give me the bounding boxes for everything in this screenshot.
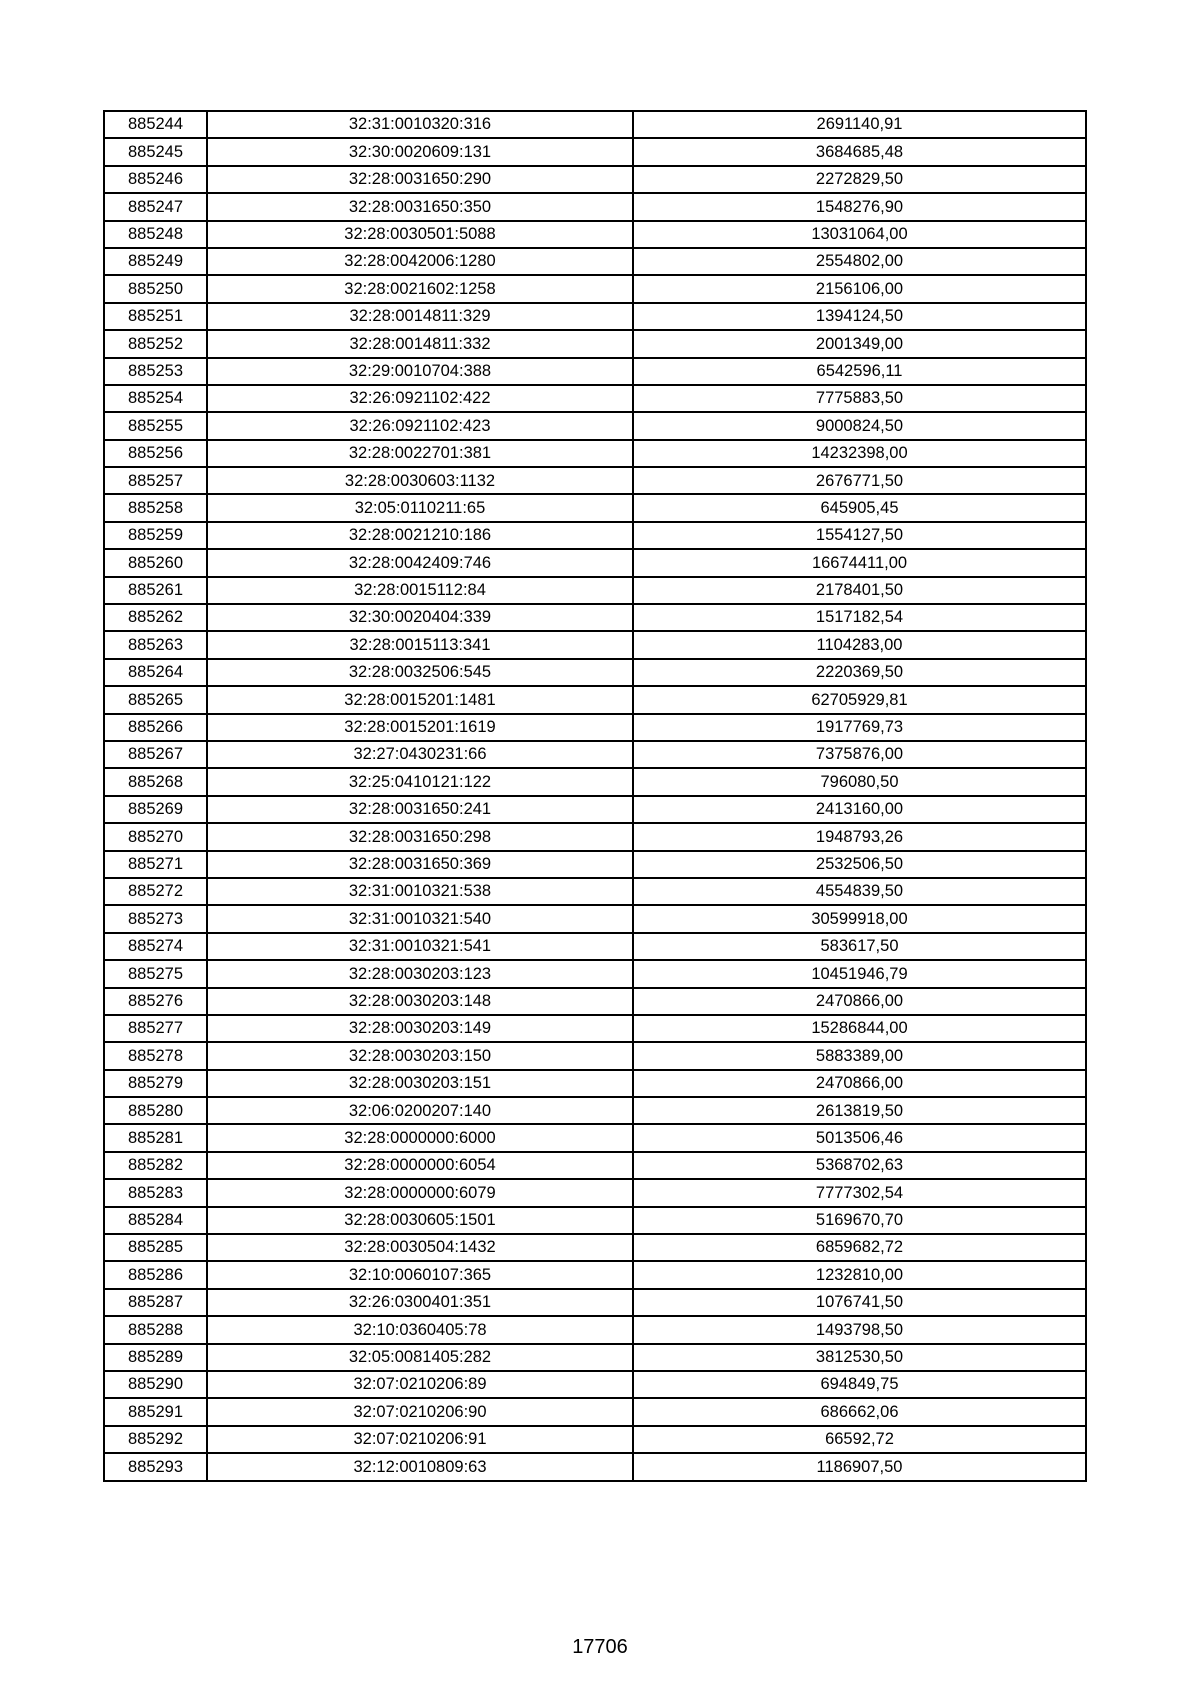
value-cell: 3684685,48 <box>633 138 1086 165</box>
cadastral-number-cell: 32:28:0030203:150 <box>207 1042 633 1069</box>
table-row <box>104 193 1086 220</box>
row-number-cell: 885290 <box>104 1371 207 1398</box>
value-cell: 6542596,11 <box>633 358 1086 385</box>
table-row <box>104 166 1086 193</box>
value-cell: 2001349,00 <box>633 330 1086 357</box>
value-cell: 2554802,00 <box>633 248 1086 275</box>
row-number-cell: 885288 <box>104 1316 207 1343</box>
value-cell: 5013506,46 <box>633 1124 1086 1151</box>
table-row <box>104 960 1086 987</box>
row-number-cell: 885257 <box>104 467 207 494</box>
row-number-cell: 885278 <box>104 1042 207 1069</box>
cadastral-number-cell: 32:07:0210206:91 <box>207 1426 633 1453</box>
cadastral-number-cell: 32:05:0110211:65 <box>207 494 633 521</box>
cadastral-number-cell: 32:31:0010320:316 <box>207 111 633 138</box>
table-row <box>104 1015 1086 1042</box>
value-cell: 6859682,72 <box>633 1234 1086 1261</box>
row-number-cell: 885280 <box>104 1097 207 1124</box>
value-cell: 2676771,50 <box>633 467 1086 494</box>
table-row <box>104 440 1086 467</box>
value-cell: 2691140,91 <box>633 111 1086 138</box>
row-number-cell: 885274 <box>104 933 207 960</box>
value-cell: 1493798,50 <box>633 1316 1086 1343</box>
table-row <box>104 1042 1086 1069</box>
table-row <box>104 522 1086 549</box>
cadastral-number-cell: 32:28:0030203:123 <box>207 960 633 987</box>
table-row <box>104 1097 1086 1124</box>
row-number-cell: 885287 <box>104 1289 207 1316</box>
cadastral-number-cell: 32:31:0010321:538 <box>207 878 633 905</box>
row-number-cell: 885284 <box>104 1207 207 1234</box>
cadastral-number-cell: 32:28:0031650:241 <box>207 796 633 823</box>
row-number-cell: 885262 <box>104 604 207 631</box>
row-number-cell: 885269 <box>104 796 207 823</box>
value-cell: 2272829,50 <box>633 166 1086 193</box>
value-cell: 62705929,81 <box>633 686 1086 713</box>
table-row <box>104 1152 1086 1179</box>
table-row <box>104 1070 1086 1097</box>
value-cell: 13031064,00 <box>633 221 1086 248</box>
cadastral-number-cell: 32:28:0015201:1481 <box>207 686 633 713</box>
cadastral-number-cell: 32:28:0042006:1280 <box>207 248 633 275</box>
cadastral-number-cell: 32:26:0921102:422 <box>207 385 633 412</box>
table-row <box>104 905 1086 932</box>
row-number-cell: 885250 <box>104 275 207 302</box>
value-cell: 3812530,50 <box>633 1344 1086 1371</box>
row-number-cell: 885259 <box>104 522 207 549</box>
value-cell: 1186907,50 <box>633 1453 1086 1480</box>
cadastral-number-cell: 32:27:0430231:66 <box>207 741 633 768</box>
table-row <box>104 988 1086 1015</box>
value-cell: 15286844,00 <box>633 1015 1086 1042</box>
row-number-cell: 885247 <box>104 193 207 220</box>
row-number-cell: 885252 <box>104 330 207 357</box>
table-row <box>104 1289 1086 1316</box>
row-number-cell: 885271 <box>104 851 207 878</box>
row-number-cell: 885272 <box>104 878 207 905</box>
row-number-cell: 885266 <box>104 714 207 741</box>
cadastral-number-cell: 32:26:0921102:423 <box>207 412 633 439</box>
cadastral-number-cell: 32:26:0300401:351 <box>207 1289 633 1316</box>
value-cell: 2178401,50 <box>633 577 1086 604</box>
row-number-cell: 885279 <box>104 1070 207 1097</box>
cadastral-number-cell: 32:28:0015112:84 <box>207 577 633 604</box>
cadastral-number-cell: 32:28:0030504:1432 <box>207 1234 633 1261</box>
table-row <box>104 1453 1086 1480</box>
table-row <box>104 1207 1086 1234</box>
page-number: 17706 <box>572 1636 628 1658</box>
value-cell: 686662,06 <box>633 1398 1086 1425</box>
value-cell: 1232810,00 <box>633 1261 1086 1288</box>
value-cell: 2470866,00 <box>633 1070 1086 1097</box>
value-cell: 5169670,70 <box>633 1207 1086 1234</box>
cadastral-number-cell: 32:28:0000000:6054 <box>207 1152 633 1179</box>
row-number-cell: 885248 <box>104 221 207 248</box>
row-number-cell: 885289 <box>104 1344 207 1371</box>
table-row <box>104 549 1086 576</box>
value-cell: 1948793,26 <box>633 823 1086 850</box>
table-row <box>104 494 1086 521</box>
table-row <box>104 358 1086 385</box>
table-row <box>104 1179 1086 1206</box>
value-cell: 9000824,50 <box>633 412 1086 439</box>
cadastral-number-cell: 32:28:0015201:1619 <box>207 714 633 741</box>
row-number-cell: 885268 <box>104 768 207 795</box>
table-row <box>104 577 1086 604</box>
row-number-cell: 885261 <box>104 577 207 604</box>
table-row <box>104 604 1086 631</box>
row-number-cell: 885246 <box>104 166 207 193</box>
table-row <box>104 1398 1086 1425</box>
cadastral-number-cell: 32:07:0210206:89 <box>207 1371 633 1398</box>
value-cell: 1917769,73 <box>633 714 1086 741</box>
row-number-cell: 885264 <box>104 659 207 686</box>
cadastral-number-cell: 32:28:0030203:148 <box>207 988 633 1015</box>
row-number-cell: 885276 <box>104 988 207 1015</box>
table-row <box>104 412 1086 439</box>
table-row <box>104 714 1086 741</box>
table-row <box>104 330 1086 357</box>
value-cell: 5368702,63 <box>633 1152 1086 1179</box>
cadastral-number-cell: 32:30:0020404:339 <box>207 604 633 631</box>
value-cell: 694849,75 <box>633 1371 1086 1398</box>
cadastral-number-cell: 32:29:0010704:388 <box>207 358 633 385</box>
cadastral-number-cell: 32:28:0021602:1258 <box>207 275 633 302</box>
value-cell: 1554127,50 <box>633 522 1086 549</box>
row-number-cell: 885282 <box>104 1152 207 1179</box>
table-row <box>104 1316 1086 1343</box>
cadastral-number-cell: 32:28:0030603:1132 <box>207 467 633 494</box>
cadastral-number-cell: 32:28:0031650:350 <box>207 193 633 220</box>
table-row <box>104 111 1086 138</box>
value-cell: 7775883,50 <box>633 385 1086 412</box>
table-row <box>104 631 1086 658</box>
row-number-cell: 885244 <box>104 111 207 138</box>
row-number-cell: 885281 <box>104 1124 207 1151</box>
table-body <box>104 111 1086 1481</box>
table-row <box>104 385 1086 412</box>
row-number-cell: 885245 <box>104 138 207 165</box>
table-row <box>104 221 1086 248</box>
value-cell: 14232398,00 <box>633 440 1086 467</box>
value-cell: 1517182,54 <box>633 604 1086 631</box>
value-cell: 2613819,50 <box>633 1097 1086 1124</box>
row-number-cell: 885249 <box>104 248 207 275</box>
cadastral-number-cell: 32:28:0014811:332 <box>207 330 633 357</box>
value-cell: 1548276,90 <box>633 193 1086 220</box>
row-number-cell: 885255 <box>104 412 207 439</box>
row-number-cell: 885265 <box>104 686 207 713</box>
table-row <box>104 933 1086 960</box>
row-number-cell: 885273 <box>104 905 207 932</box>
cadastral-number-cell: 32:28:0021210:186 <box>207 522 633 549</box>
value-cell: 2413160,00 <box>633 796 1086 823</box>
row-number-cell: 885285 <box>104 1234 207 1261</box>
table-row <box>104 138 1086 165</box>
value-cell: 66592,72 <box>633 1426 1086 1453</box>
cadastral-number-cell: 32:05:0081405:282 <box>207 1344 633 1371</box>
table-row <box>104 1234 1086 1261</box>
row-number-cell: 885291 <box>104 1398 207 1425</box>
cadastral-number-cell: 32:28:0000000:6079 <box>207 1179 633 1206</box>
cadastral-number-cell: 32:28:0030203:151 <box>207 1070 633 1097</box>
cadastral-number-cell: 32:28:0032506:545 <box>207 659 633 686</box>
row-number-cell: 885258 <box>104 494 207 521</box>
row-number-cell: 885286 <box>104 1261 207 1288</box>
cadastral-number-cell: 32:28:0022701:381 <box>207 440 633 467</box>
value-cell: 7777302,54 <box>633 1179 1086 1206</box>
table-row <box>104 768 1086 795</box>
row-number-cell: 885292 <box>104 1426 207 1453</box>
table-row <box>104 1426 1086 1453</box>
cadastral-number-cell: 32:28:0042409:746 <box>207 549 633 576</box>
value-cell: 2470866,00 <box>633 988 1086 1015</box>
cadastral-number-cell: 32:30:0020609:131 <box>207 138 633 165</box>
value-cell: 30599918,00 <box>633 905 1086 932</box>
row-number-cell: 885277 <box>104 1015 207 1042</box>
value-cell: 5883389,00 <box>633 1042 1086 1069</box>
data-table <box>103 110 1087 1482</box>
value-cell: 2220369,50 <box>633 659 1086 686</box>
row-number-cell: 885270 <box>104 823 207 850</box>
value-cell: 583617,50 <box>633 933 1086 960</box>
row-number-cell: 885275 <box>104 960 207 987</box>
value-cell: 796080,50 <box>633 768 1086 795</box>
value-cell: 10451946,79 <box>633 960 1086 987</box>
cadastral-number-cell: 32:28:0015113:341 <box>207 631 633 658</box>
value-cell: 2532506,50 <box>633 851 1086 878</box>
value-cell: 1104283,00 <box>633 631 1086 658</box>
cadastral-number-cell: 32:12:0010809:63 <box>207 1453 633 1480</box>
cadastral-number-cell: 32:10:0360405:78 <box>207 1316 633 1343</box>
table-row <box>104 303 1086 330</box>
cadastral-number-cell: 32:06:0200207:140 <box>207 1097 633 1124</box>
value-cell: 1076741,50 <box>633 1289 1086 1316</box>
table-row <box>104 686 1086 713</box>
table-row <box>104 1261 1086 1288</box>
value-cell: 645905,45 <box>633 494 1086 521</box>
table-row <box>104 1371 1086 1398</box>
row-number-cell: 885283 <box>104 1179 207 1206</box>
cadastral-number-cell: 32:28:0000000:6000 <box>207 1124 633 1151</box>
cadastral-number-cell: 32:31:0010321:541 <box>207 933 633 960</box>
cadastral-number-cell: 32:28:0031650:298 <box>207 823 633 850</box>
row-number-cell: 885254 <box>104 385 207 412</box>
row-number-cell: 885251 <box>104 303 207 330</box>
cadastral-number-cell: 32:07:0210206:90 <box>207 1398 633 1425</box>
table-row <box>104 659 1086 686</box>
cadastral-number-cell: 32:25:0410121:122 <box>207 768 633 795</box>
cadastral-number-cell: 32:28:0014811:329 <box>207 303 633 330</box>
value-cell: 7375876,00 <box>633 741 1086 768</box>
table-row <box>104 467 1086 494</box>
row-number-cell: 885293 <box>104 1453 207 1480</box>
table-row <box>104 275 1086 302</box>
cadastral-number-cell: 32:10:0060107:365 <box>207 1261 633 1288</box>
table-row <box>104 823 1086 850</box>
cadastral-number-cell: 32:28:0030203:149 <box>207 1015 633 1042</box>
row-number-cell: 885260 <box>104 549 207 576</box>
value-cell: 1394124,50 <box>633 303 1086 330</box>
cadastral-number-cell: 32:28:0031650:369 <box>207 851 633 878</box>
table-row <box>104 1124 1086 1151</box>
value-cell: 2156106,00 <box>633 275 1086 302</box>
table-row <box>104 796 1086 823</box>
table-row <box>104 851 1086 878</box>
table-row <box>104 741 1086 768</box>
row-number-cell: 885253 <box>104 358 207 385</box>
row-number-cell: 885263 <box>104 631 207 658</box>
value-cell: 4554839,50 <box>633 878 1086 905</box>
value-cell: 16674411,00 <box>633 549 1086 576</box>
table-row <box>104 248 1086 275</box>
cadastral-number-cell: 32:31:0010321:540 <box>207 905 633 932</box>
cadastral-number-cell: 32:28:0031650:290 <box>207 166 633 193</box>
row-number-cell: 885267 <box>104 741 207 768</box>
table-row <box>104 1344 1086 1371</box>
cadastral-number-cell: 32:28:0030605:1501 <box>207 1207 633 1234</box>
row-number-cell: 885256 <box>104 440 207 467</box>
cadastral-number-cell: 32:28:0030501:5088 <box>207 221 633 248</box>
table-row <box>104 878 1086 905</box>
